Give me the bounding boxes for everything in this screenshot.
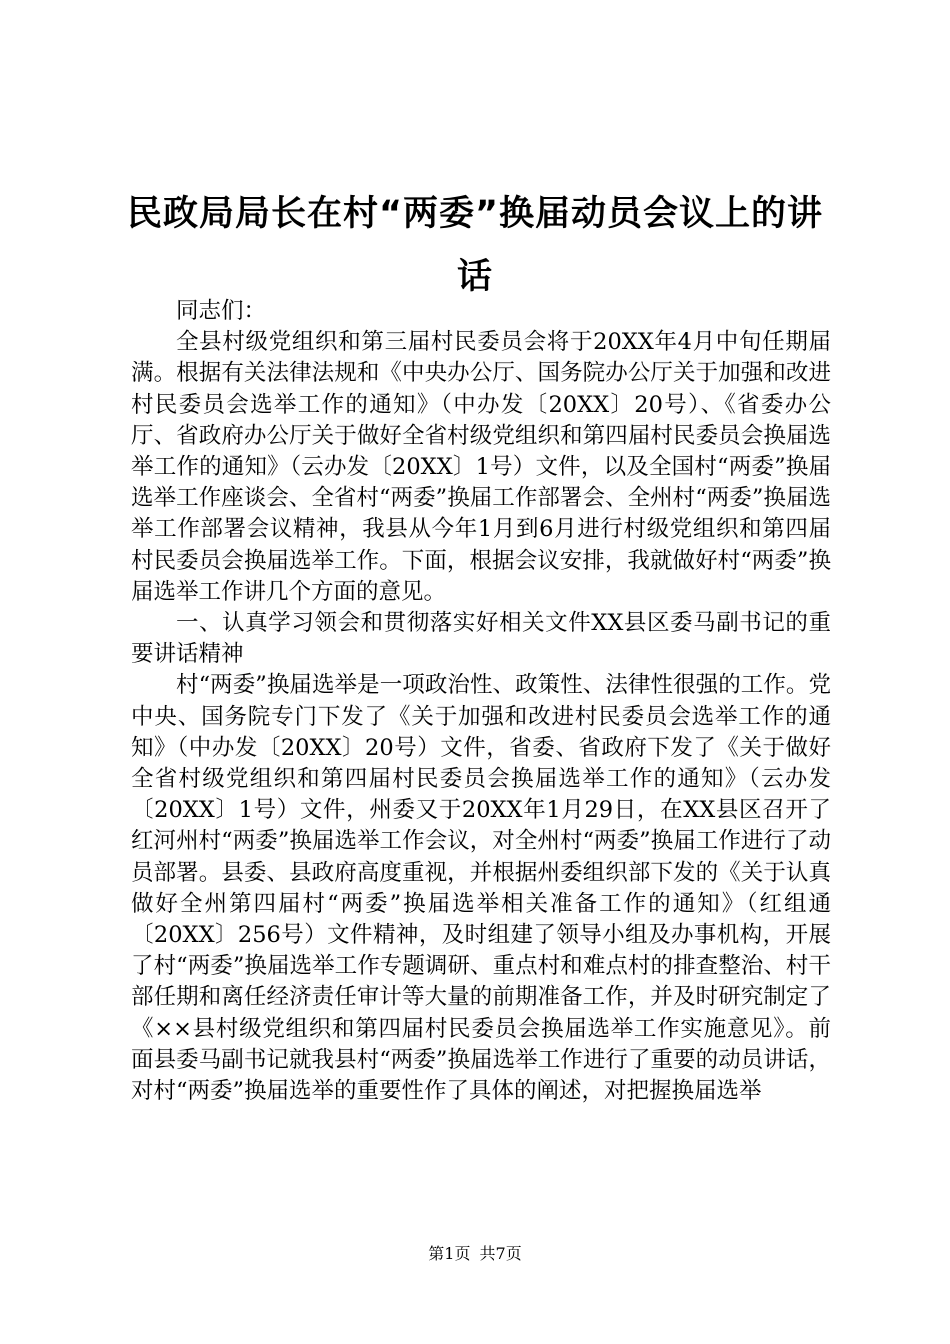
page-footer [0,1243,950,1265]
body-paragraph: 村“两委”换届选举是一项政治性、政策性、法律性很强的工作。党中央、国务院专门下发了《关于加强和改进村民委员会选举工作的通知》（中办发〔20XX〕20号）文件，省委、省政府下发了《关于做好全省村级党组织和第四届村民委员会换届选举工作的通知》（云办发〔20XX〕1号）文件，州委又于20XX年1月29日，在XX县区召开了红河州村“两委”换届选举工作会议，对全州村“两委”换届工作进行了动员部署。县委、县政府高度重视，并根据州委组织部下发的《关于认真做好全州第四届村“两委”换届选举相关准备工作的通知》（红组通〔20XX〕256号）文件精神，及时组建了领导小组及办事机构，开展了村“两委”换届选举工作专题调研、重点村和难点村的排查整治、村干部任期和离任经济责任审计等大量的前期准备工作，并及时研究制定了《××县村级党组织和第四届村民委员会换届选举工作实施意见》。前面县委马副书记就我县村“两委”换届选举工作进行了重要的动员讲话，对村“两委”换届选举的重要性作了具体的阐述，对把握换届选举 [131,672,831,1105]
page-total: 共7页 [479,1244,522,1263]
page-number: 第1页 [428,1244,471,1263]
body-paragraph: 全县村级党组织和第三届村民委员会将于20XX年4月中旬任期届满。根据有关法律法规和《中央办公厅、国务院办公厅关于加强和改进村民委员会选举工作的通知》（中办发〔20XX〕20号）、《省委办公厅、省政府办公厅关于做好全省村级党组织和第四届村民委员会换届选举工作的通知》（云办发〔20XX〕1号）文件，以及全国村“两委”换届选举工作座谈会、全省村“两委”换届工作部署会、全州村“两委”换届选举工作部署会议精神，我县从今年1月到6月进行村级党组织和第四届村民委员会换届选举工作。下面，根据会议安排，我就做好村“两委”换届选举工作讲几个方面的意见。 [131,329,831,605]
salutation-paragraph: 同志们： [176,298,267,324]
document-body [131,296,831,1107]
section-heading-paragraph: 一、认真学习领会和贯彻落实好相关文件XX县区委马副书记的重要讲话精神 [131,610,831,668]
document-title: 民政局局长在村“两委”换届动员会议上的讲话 [126,194,823,297]
